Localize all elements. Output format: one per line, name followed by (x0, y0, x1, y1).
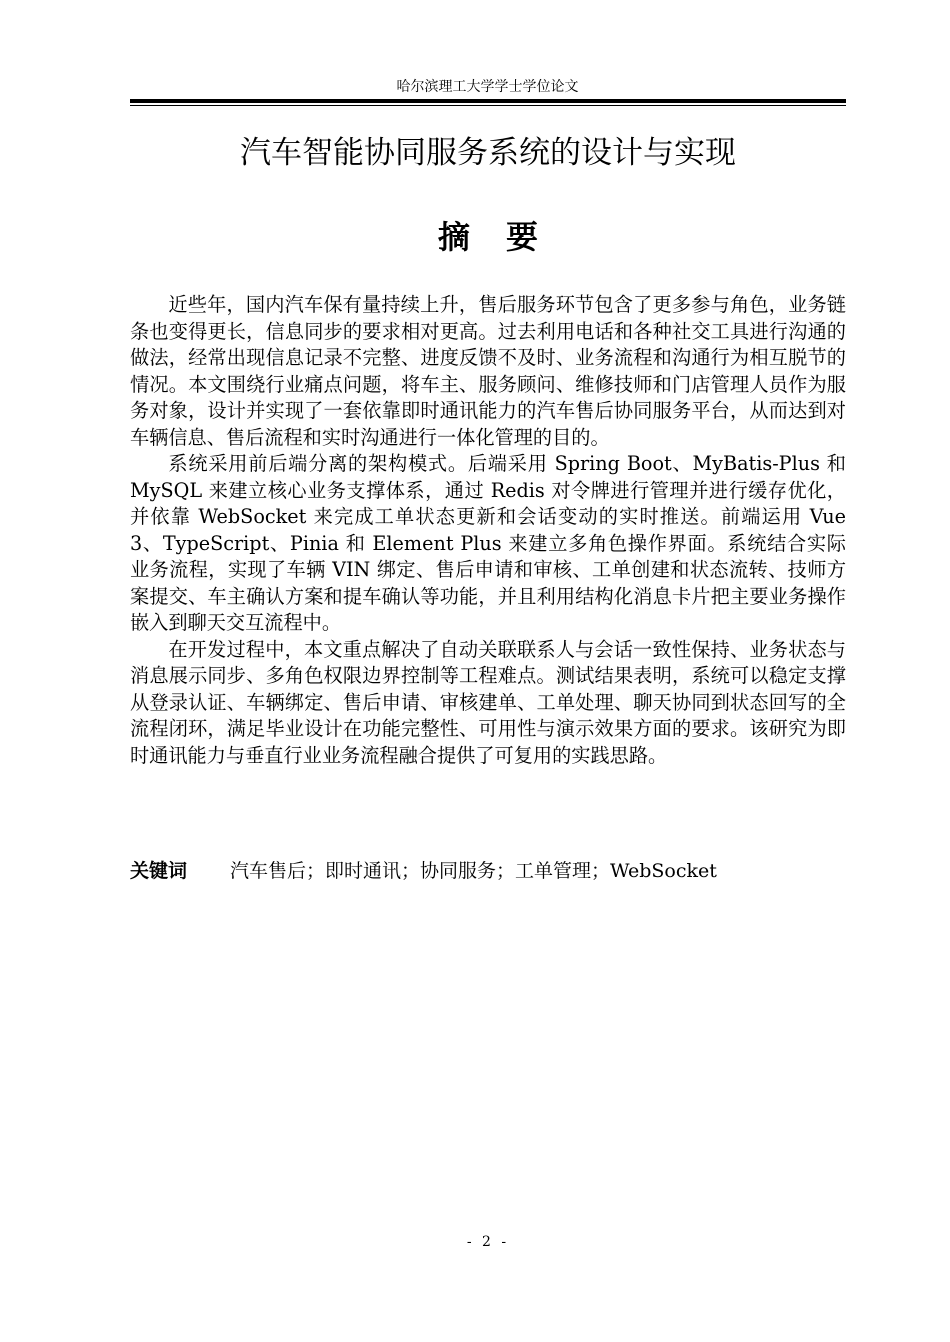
keywords-label: 关键词 (130, 860, 188, 882)
abstract-paragraph-1: 近些年，国内汽车保有量持续上升，售后服务环节包含了更多参与角色，业务链条也变得更长，信息同步的要求相对更高。过去利用电话和各种社交工具进行沟通的做法，经常出现信息记录不完整、进度反馈不及时、业务流程和沟通行为相互脱节的情况。本文围绕行业痛点问题，将车主、服务顾问、维修技师和门店管理人员作为服务对象，设计并实现了一套依靠即时通讯能力的汽车售后协同服务平台，从而达到对车辆信息、售后流程和实时沟通进行一体化管理的目的。 (130, 293, 846, 449)
page-number: - 2 - (466, 1234, 510, 1250)
keywords-text: 汽车售后；即时通讯；协同服务；工单管理；WebSocket (230, 860, 717, 882)
header-rule-thick (130, 99, 846, 103)
thesis-title: 汽车智能协同服务系统的设计与实现 (240, 135, 736, 171)
abstract-body (130, 292, 846, 769)
abstract-paragraph-3: 在开发过程中，本文重点解决了自动关联联系人与会话一致性保持、业务状态与消息展示同步、多角色权限边界控制等工程难点。测试结果表明，系统可以稳定支撑从登录认证、车辆绑定、售后申请、审核建单、工单处理、聊天协同到状态回写的全流程闭环，满足毕业设计在功能完整性、可用性与演示效果方面的要求。该研究为即时通讯能力与垂直行业业务流程融合提供了可复用的实践思路。 (130, 637, 846, 767)
keywords-line (130, 857, 846, 885)
header-rule-thin (130, 105, 846, 106)
abstract-heading: 摘要 (437, 218, 574, 256)
running-header: 哈尔滨理工大学学士学位论文 (396, 79, 579, 95)
abstract-paragraph-2: 系统采用前后端分离的架构模式。后端采用 Spring Boot、MyBatis-Plus 和 MySQL 来建立核心业务支撑体系，通过 Redis 对令牌进行管理并进行缓存优化，并依靠 WebSocket 来完成工单状态更新和会话变动的实时推送。前端运用 Vue 3、TypeScript、Pinia 和 Element Plus 来建立多角色操作界面。系统结合实际业务流程，实现了车辆 VIN 绑定、售后申请和审核、工单创建和状态流转、技师方案提交、车主确认方案和提车确认等功能，并且利用结构化消息卡片把主要业务操作嵌入到聊天交互流程中。 (130, 452, 846, 634)
